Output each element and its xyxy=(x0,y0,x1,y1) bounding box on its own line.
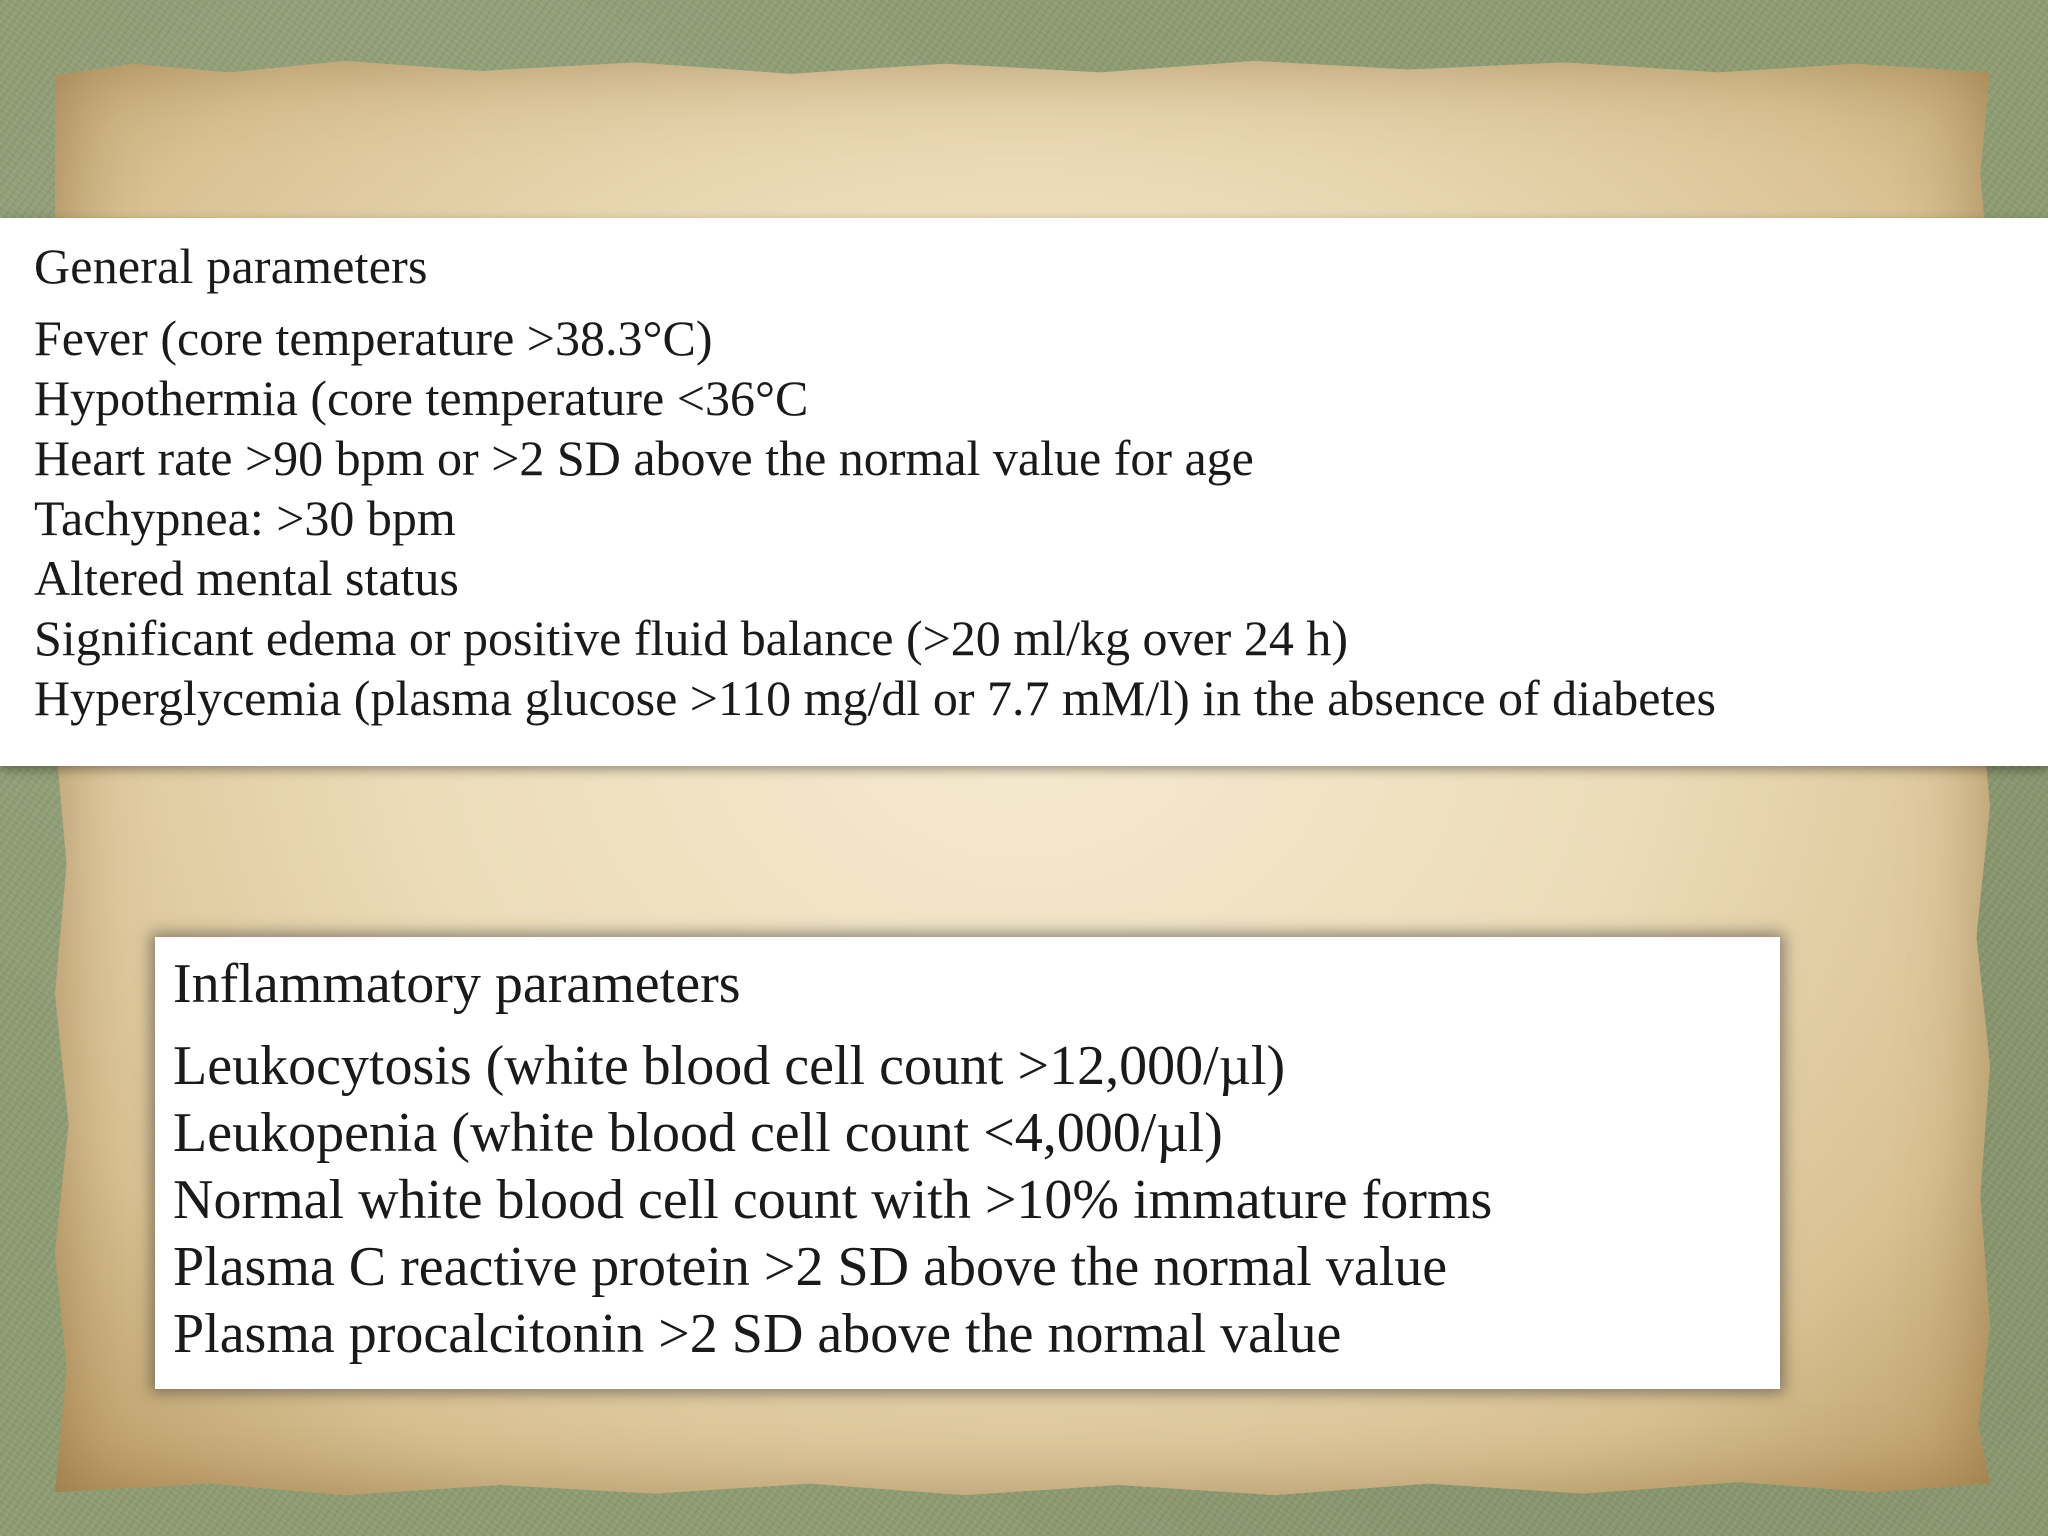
general-parameters-heading: General parameters xyxy=(34,238,428,294)
inflammatory-item-crp: Plasma C reactive protein >2 SD above the normal value xyxy=(173,1236,1448,1298)
inflammatory-parameters-heading: Inflammatory parameters xyxy=(173,953,741,1015)
inflammatory-parameters-box xyxy=(155,937,1780,1389)
general-item-tachypnea: Tachypnea: >30 bpm xyxy=(34,490,456,546)
general-item-fever: Fever (core temperature >38.3°C) xyxy=(34,310,713,366)
general-parameters-box xyxy=(0,218,2048,766)
inflammatory-item-immature-forms: Normal white blood cell count with >10% immature forms xyxy=(173,1169,1493,1231)
inflammatory-parameters-list xyxy=(173,1033,1780,1368)
general-item-mental-status: Altered mental status xyxy=(34,550,459,606)
general-item-edema: Significant edema or positive fluid balance (>20 ml/kg over 24 h) xyxy=(34,610,1348,666)
inflammatory-item-leukopenia: Leukopenia (white blood cell count <4,000/µl) xyxy=(173,1102,1223,1164)
general-item-heart-rate: Heart rate >90 bpm or >2 SD above the normal value for age xyxy=(34,430,1254,486)
general-item-hypothermia: Hypothermia (core temperature <36°C xyxy=(34,370,809,426)
general-item-hyperglycemia: Hyperglycemia (plasma glucose >110 mg/dl or 7.7 mM/l) in the absence of diabetes xyxy=(34,670,1716,726)
inflammatory-item-procalcitonin: Plasma procalcitonin >2 SD above the normal value xyxy=(173,1303,1342,1365)
general-parameters-list xyxy=(34,308,2048,728)
inflammatory-item-leukocytosis: Leukocytosis (white blood cell count >12,000/µl) xyxy=(173,1035,1286,1097)
